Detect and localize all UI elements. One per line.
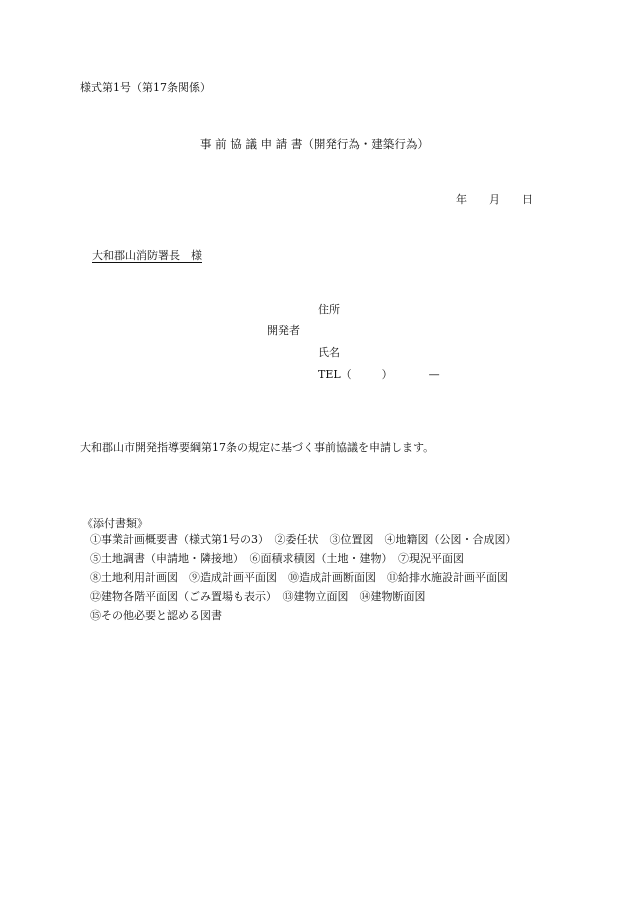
attachment-line: ①事業計画概要書（様式第1号の3） ②委任状 ③位置図 ④地籍図（公図・合成図） <box>90 533 517 546</box>
application-statement: 大和郡山市開発指導要綱第17条の規定に基づく事前協議を申請します。 <box>80 441 435 454</box>
addressee: 大和郡山消防署長 様 <box>92 249 202 262</box>
date-day-label: 日 <box>522 193 533 206</box>
tel-dash: — <box>428 368 440 381</box>
tel-label: TEL（ <box>318 368 352 381</box>
attachment-line: ⑧土地利用計画図 ⑨造成計画平面図 ⑩造成計画断面図 ⑪給排水施設計画平面図 <box>90 571 508 584</box>
date-month-label: 月 <box>489 193 500 206</box>
date-line <box>456 193 533 207</box>
attachment-line: ⑮その他必要と認める図書 <box>90 609 222 622</box>
attachment-line: ⑫建物各階平面図（ごみ置場も表示） ⑬建物立面図 ⑭建物断面図 <box>90 590 426 603</box>
attachments-header: 《添付書類》 <box>82 517 148 530</box>
tel-close-paren: ） <box>381 368 393 381</box>
date-year-label: 年 <box>456 193 467 206</box>
attachment-line: ⑤土地調書（申請地・隣接地） ⑥面積求積図（土地・建物） ⑦現況平面図 <box>90 552 464 565</box>
tel-line <box>318 368 440 382</box>
form-number: 様式第1号（第17条関係） <box>80 81 211 94</box>
name-label: 氏名 <box>318 346 340 359</box>
address-label: 住所 <box>318 303 340 316</box>
developer-label: 開発者 <box>267 324 300 337</box>
document-title: 事 前 協 議 申 請 書（開発行為・建築行為） <box>200 137 429 151</box>
